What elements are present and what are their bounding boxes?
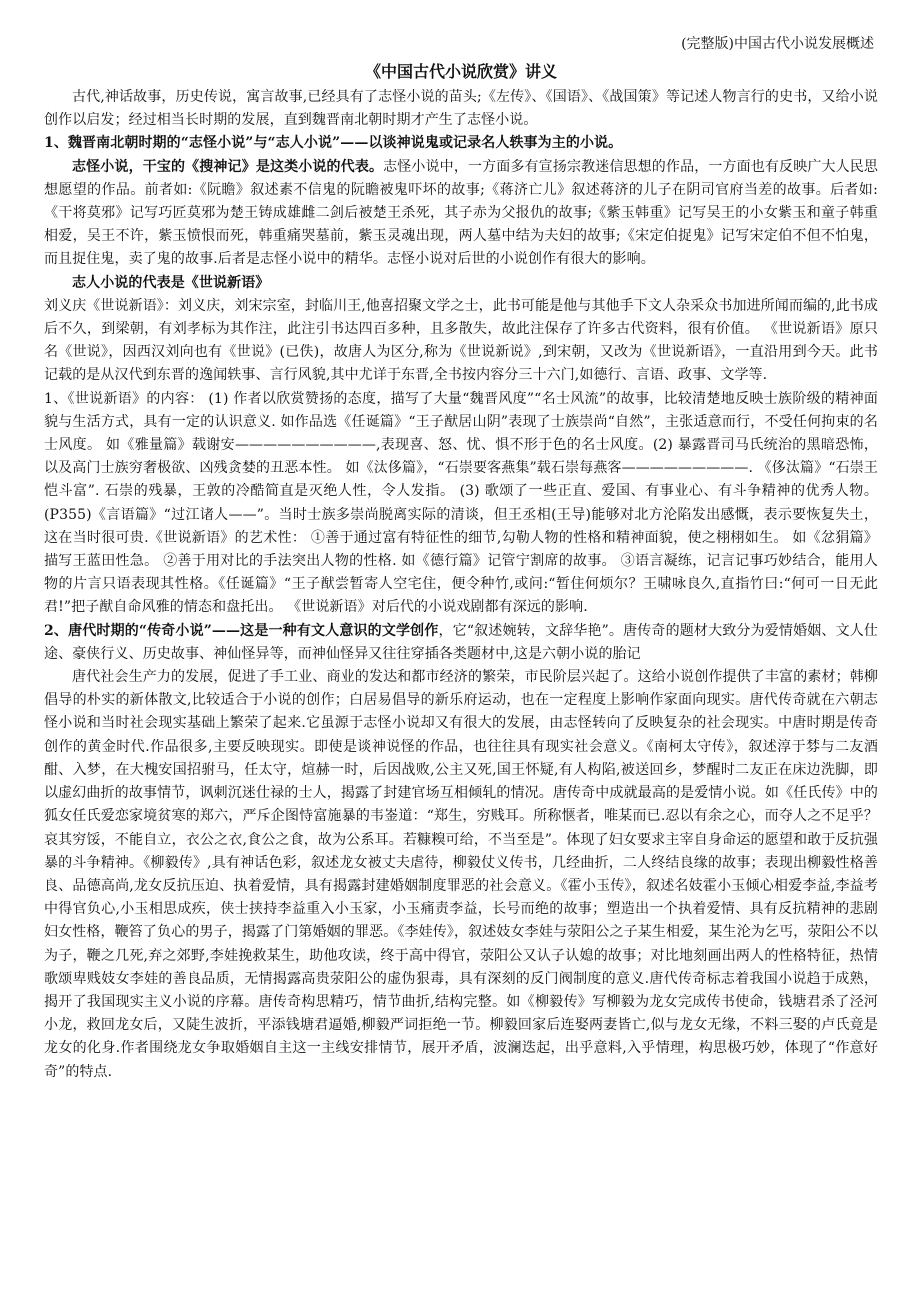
zhiren-lead: 志人小说的代表是《世说新语》 [72,274,270,291]
section-2-heading: 2、唐代时期的“传奇小说”——这是一种有文人意识的文学创作 [44,622,439,639]
shishuo-content-paragraph: 1、《世说新语》的内容： (1) 作者以欣赏赞扬的态度，描写了大量“魏晋风度”“名士风流”的故事，比较清楚地反映士族阶级的精神面貌与生活方式，具有一定的认识意义. 如作品选《任诞篇》“王子猷居山阴”表现了士族崇尚“自然”，主张适意而行，不受任何拘束的名士风度。 如《雅量篇》载谢安——————————,表现喜、怒、忧、惧不形于色的名士风度。(2) 暴露晋司马氏统治的黑暗恐怖，以及高门士族穷奢极欲、凶残贪婪的丑恶本性。 如《汰侈篇》，“石崇要客燕集”载石崇每燕客—————————. 《侈汰篇》“石崇王恺斗富”. 石崇的残暴，王敦的冷酷简直是灭绝人性，令人发指。 (3) 歌颂了一些正直、爱国、有事业心、有斗争精神的优秀人物。(P355)《言语篇》“过江诸人——”。当时士族多崇尚脱离实际的清谈，但王丞相(王导)能够对北方沦陷发出感慨，表示要恢复失土，这在当时很可贵.《世说新语》的艺术性： ①善于通过富有特征性的细节,勾勒人物的性格和精神面貌，使之栩栩如生。 如《忿狷篇》描写王蓝田性急。 ②善于用对比的手法突出人物的性格. 如《德行篇》记管宁割席的故事。 ③语言凝练，记言记事巧妙结合，能用人物的片言只语表现其性格。《任诞篇》“王子猷尝暂寄人空宅住，便令种竹,或问:“暂住何烦尔？王啸咏良久,直指竹曰:“何可一日无此君!”把子猷自命风雅的情态和盘托出。 《世说新语》对后代的小说戏剧都有深远的影响. [44,390,878,616]
section-2-heading-rest: ，它“叙述婉转，文辞华艳”。唐传奇的题材大致分为爱情婚姻、文人仕途、豪侠行义、历史故事、神仙怪异等，而神仙怪异又往往穿插各类题材中,这是六朝小说的胎记 [44,622,878,662]
intro-paragraph: 古代,神话故事，历史传说，寓言故事,已经具有了志怪小说的苗头;《左传》、《国语》、《战国策》等记述人物言行的史书，又给小说创作以启发；经过相当长时期的发展，直到魏晋南北朝时期才产生了志怪小说。 [44,89,878,129]
running-header: (完整版)中国古代小说发展概述 [681,36,874,52]
section-2-heading-paragraph [44,620,878,666]
section-1-heading: 1、魏晋南北朝时期的“志怪小说”与“志人小说”——以谈神说鬼或记录名人轶事为主的小说。 [44,135,623,152]
zhiren-paragraph: 刘义庆《世说新语》：刘义庆，刘宋宗室，封临川王,他喜招聚文学之士，此书可能是他与其他手下文人杂采众书加进所闻而编的,此书成后不久，到梁朝，有刘孝标为其作注，此注引书达四百多种，且多散失，故此注保存了许多古代资料，很有价值。 《世说新语》原只名《世说》，因西汉刘向也有《世说》(已佚)，故唐人为区分,称为《世说新说》,到宋朝，又改为《世说新语》，一直沿用到今天。此书记载的是从汉代到东晋的逸闻轶事、言行风貌,其中尤详于东晋,全书按内容分三十六门,如德行、言语、政事、文学等. [44,297,878,384]
tang-chuanqi-paragraph: 唐代社会生产力的发展，促进了手工业、商业的发达和都市经济的繁荣，市民阶层兴起了。这给小说创作提供了丰富的素材；韩柳倡导的朴实的新体散文,比较适合于小说的创作；白居易倡导的新乐府运动，也在一定程度上影响作家面向现实。唐代传奇就在六朝志怪小说和当时社会现实基础上繁荣了起来.它虽源于志怪小说却又有很大的发展，由志怪转向了反映复杂的社会现实。中唐时期是传奇创作的黄金时代.作品很多,主要反映现实。即使是谈神说怪的作品，也往往具有现实社会意义。《南柯太守传》，叙述淳于棼与二友酒酣、入梦，在大槐安国招驸马，任太守，煊赫一时，后因战败,公主又死,国王怀疑,有人构陷,被送回乡，梦醒时二友正在床边洗脚，即以虚幻曲折的故事情节，讽刺沉迷仕禄的士人，揭露了封建官场互相倾轧的情况。唐传奇中成就最高的是爱情小说。如《任氏传》中的狐女任氏爱恋家境贫寒的郑六，严斥企图恃富施暴的韦崟道：“郑生，穷贱耳。所称惬者，唯某而已.忍以有余之心，而夺人之不足乎？哀其穷馁，不能自立，衣公之衣,食公之食，故为公系耳。若糠糗可给，不当至是”。体现了妇女要求主宰自身命运的愿望和敢于反抗强暴的斗争精神。《柳毅传》,具有神话色彩，叙述龙女被丈夫虐待，柳毅仗义传书，几经曲折，二人终结良缘的故事；表现出柳毅性格善良、品德高尚,龙女反抗压迫、执着爱情，具有揭露封建婚姻制度罪恶的社会意义。《霍小玉传》，叙述名妓霍小玉倾心相爱李益,李益考中得官负心,小玉相思成疾，侠士挟持李益重入小玉家，小玉痛责李益，长号而绝的故事；塑造出一个执着爱情、具有反抗精神的悲剧妇女性格，鞭笞了负心的男子，揭露了门第婚姻的罪恶。《李娃传》，叙述妓女李娃与荥阳公之子某生相爱，某生沦为乞丐，荥阳公不以为子，鞭之几死,弃之郊野,李娃挽救某生，助他攻读，终于高中得官，荥阳公又认子认媳的故事；对比地刻画出两人的性格特征，热情歌颂卑贱妓女李娃的善良品质，无情揭露高贵荥阳公的虚伪狠毒，具有深刻的反门阀制度的意义.唐代传奇标志着我国小说趋于成熟，揭开了我国现实主义小说的序幕。唐传奇构思精巧，情节曲折,结构完整。如《柳毅传》写柳毅为龙女完成传书使命，钱塘君杀了泾河小龙，救回龙女后，又陡生波折，平添钱塘君逼婚,柳毅严词拒绝一节。柳毅回家后连娶两妻皆亡,似与龙女无缘，不料三娶的卢氏竟是龙女的化身.作者围绕龙女争取婚姻自主这一主线安排情节，展开矛盾，波澜迭起，出乎意料,入乎情理，构思极巧妙，体现了“作意好奇”的特点. [44,669,878,1080]
zhiguai-paragraph [44,156,878,272]
document-title: 《中国古代小说欣赏》讲义 [364,62,557,81]
zhiguai-lead: 志怪小说，干宝的《搜神记》是这类小说的代表。 [72,158,384,175]
zhiguai-body: 志怪小说中，一方面多有宣扬宗教迷信思想的作品，一方面也有反映广大人民思想愿望的作品。前者如:《阮瞻》叙述素不信鬼的阮瞻被鬼吓坏的故事;《蒋济亡儿》叙述蒋济的儿子在阴司官府当差的故事。后者如:《干将莫邪》记写巧匠莫邪为楚王铸成雄雌二剑后被楚王杀死，其子赤为父报仇的故事;《紫玉韩重》记写吴王的小女紫玉和童子韩重相爱，吴王不许，紫玉愤恨而死，韩重痛哭墓前，紫玉灵魂出现，两人墓中结为夫妇的故事;《宋定伯捉鬼》记写宋定伯不但不怕鬼，而且捉住鬼，卖了鬼的故事.后者是志怪小说中的精华。志怪小说对后世的小说创作有很大的影响。 [44,158,879,268]
document-body [44,86,878,1084]
